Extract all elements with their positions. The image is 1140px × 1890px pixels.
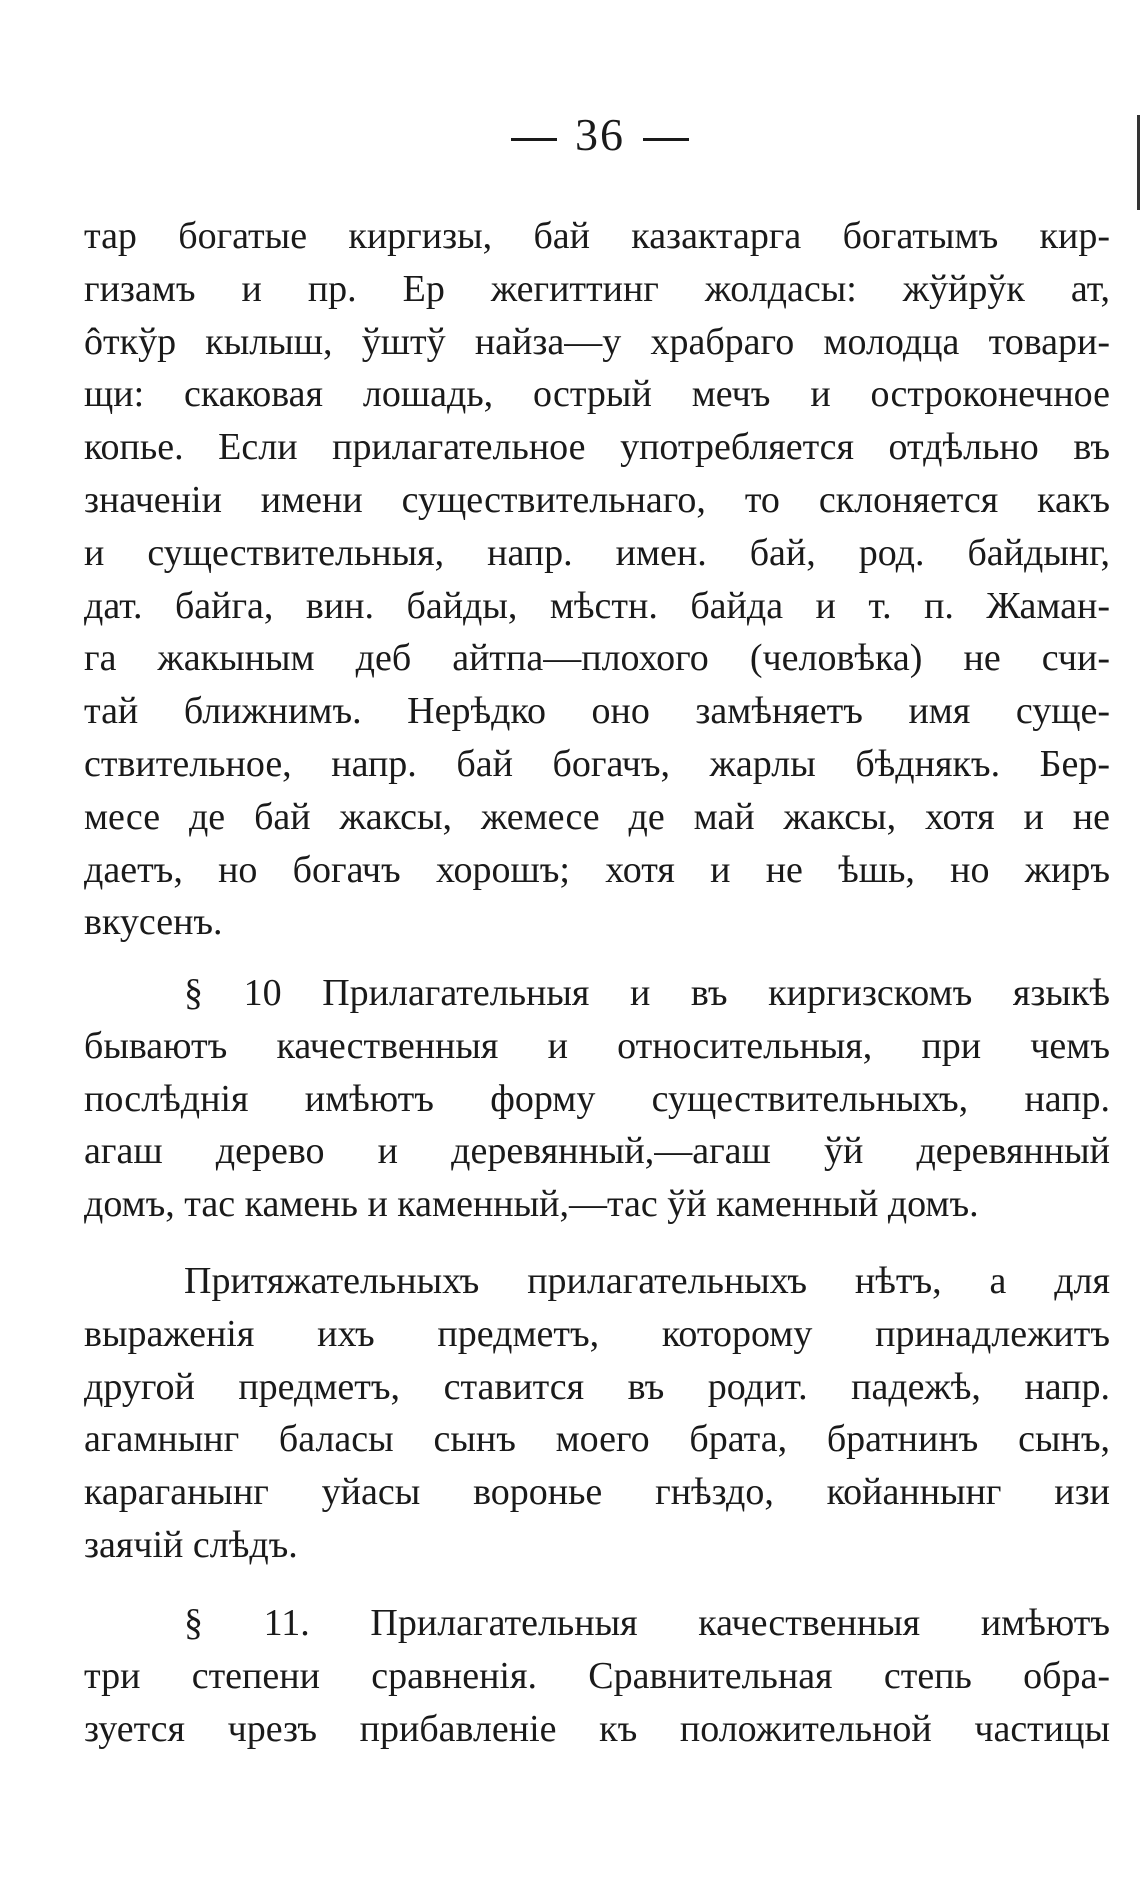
text-line: послѣднiя имѣютъ форму существительныхъ, напр. (84, 1077, 1110, 1120)
text-line: выраженiя ихъ предметъ, которому принадлежитъ (84, 1312, 1110, 1355)
text-line: га жакыным деб айтпа—плохого (человѣка) не счи- (84, 637, 1110, 680)
text-line: гизамъ и пр. Ер жегиттинг жолдасы: жўйрўк ат, (84, 267, 1110, 310)
page-number (0, 108, 1140, 161)
text-line: агамнынг баласы сынъ моего брата, братнинъ сынъ, (84, 1418, 1110, 1461)
paragraph-1 (84, 210, 1110, 949)
text-line: ôткўр кылыш, ўштў найза—у храбраго молодца товари- (84, 320, 1110, 363)
page-number-dash-left (511, 138, 557, 141)
text-line: месе де бай жаксы, жемесе де май жаксы, хотя и не (84, 795, 1110, 838)
text-line: зуется чрезъ прибавленiе къ положительной частицы (84, 1707, 1110, 1750)
text-line: другой предметъ, ставится въ родит. падежѣ, напр. (84, 1365, 1110, 1408)
text-line: § 11. Прилагательныя качественныя имѣютъ (184, 1602, 1110, 1644)
page-number-text: 36 (575, 109, 625, 160)
text-line: щи: скаковая лошадь, острый мечъ и остроконечное (84, 373, 1110, 416)
text-line: дат. байга, вин. байды, мѣстн. байда и т. п. Жаман- (84, 584, 1110, 627)
text-line: вкусенъ. (84, 901, 223, 944)
text-line: даетъ, но богачъ хорошъ; хотя и не ѣшь, но жиръ (84, 848, 1110, 891)
paragraph-3 (84, 1255, 1110, 1572)
text-line: три степени сравненiя. Сравнительная степь обра- (84, 1654, 1110, 1697)
text-line: караганынг уйасы воронье гнѣздо, койаннынг изи (84, 1471, 1110, 1514)
text-line: тай ближнимъ. Нерѣдко оно замѣняетъ имя суще- (84, 690, 1110, 733)
text-line: домъ, тас камень и каменный,—тас ўй каменный домъ. (84, 1183, 979, 1226)
text-line: агаш дерево и деревянный,—агаш ўй деревянный (84, 1130, 1110, 1173)
text-line: ствительное, напр. бай богачъ, жарлы бѣднякъ. Бер- (84, 742, 1110, 785)
text-line: и существительныя, напр. имен. бай, род. байдынг, (84, 531, 1110, 574)
text-line: значенiи имени существительнаго, то склоняется какъ (84, 478, 1110, 521)
paragraph-4 (84, 1597, 1110, 1755)
text-line: § 10 Прилагательныя и въ киргизскомъ языкѣ (184, 972, 1110, 1014)
text-line: заячiй слѣдъ. (84, 1523, 298, 1566)
text-line: Притяжательныхъ прилагательныхъ нѣтъ, а для (184, 1260, 1110, 1302)
paragraph-2 (84, 967, 1110, 1231)
text-line: тар богатые киргизы, бай казактарга богатымъ кир- (84, 215, 1110, 257)
text-line: бываютъ качественныя и относительныя, при чемъ (84, 1024, 1110, 1067)
page-number-dash-right (643, 138, 689, 141)
text-line: копье. Если прилагательное употребляется отдѣльно въ (84, 426, 1110, 469)
